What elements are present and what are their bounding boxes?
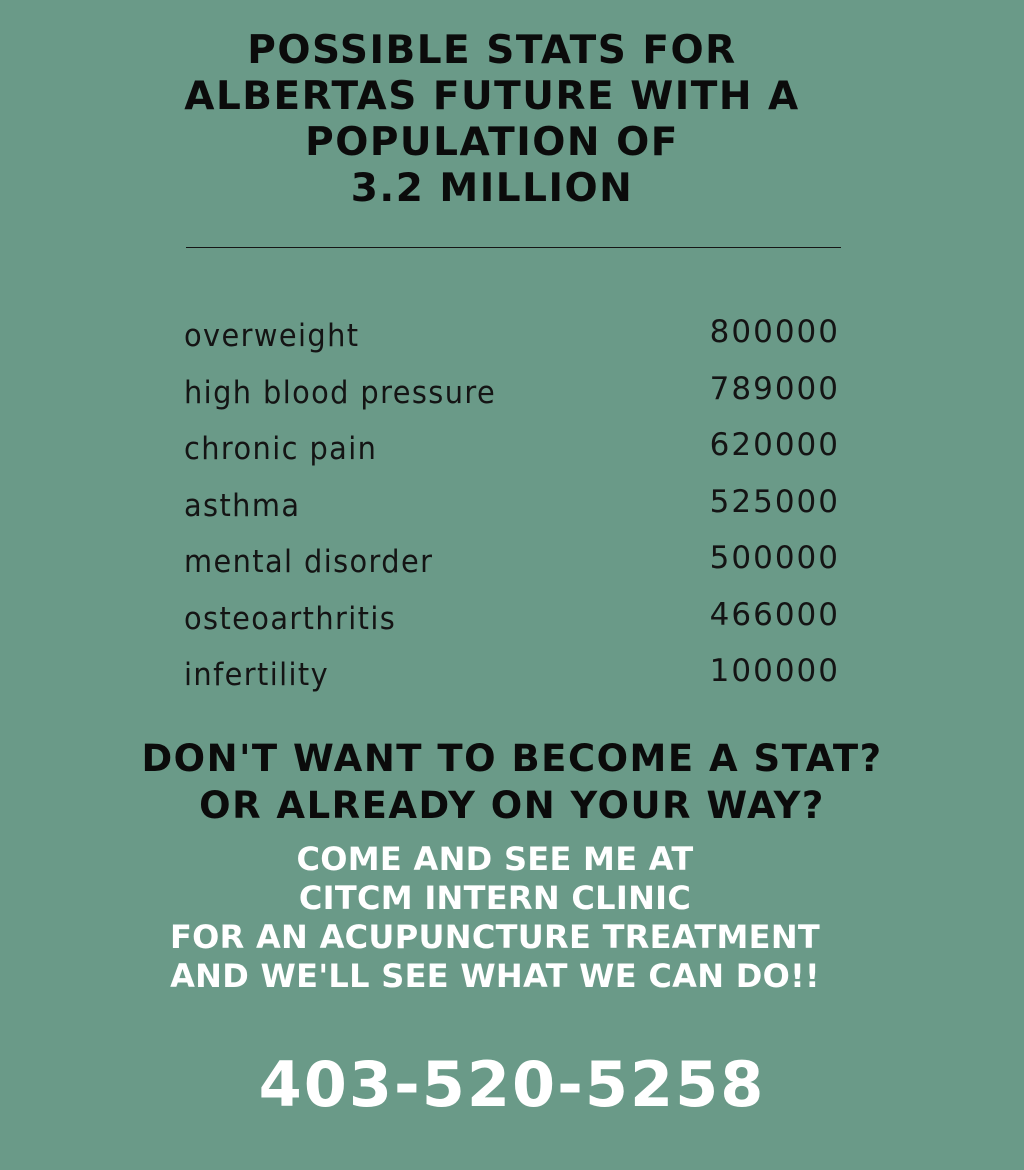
title-line: POPULATION OF — [305, 120, 679, 165]
stat-label: overweight — [184, 318, 360, 354]
title-line: POSSIBLE STATS FOR — [247, 28, 737, 73]
clinic-invitation — [0, 840, 990, 996]
stat-value: 620000 — [709, 427, 840, 463]
cta-line: OR ALREADY ON YOUR WAY? — [199, 784, 825, 827]
stat-value: 800000 — [709, 314, 840, 350]
stat-label: infertility — [184, 657, 330, 693]
title-line: 3.2 MILLION — [350, 166, 634, 211]
invite-line: CITCM INTERN CLINIC — [298, 879, 692, 917]
stat-label: mental disorder — [184, 544, 434, 580]
list-item — [184, 597, 840, 654]
stat-label: asthma — [184, 487, 301, 524]
page-title — [0, 28, 984, 212]
invite-line: COME AND SEE ME AT — [296, 840, 694, 878]
list-item — [184, 427, 840, 484]
stat-value: 789000 — [709, 370, 840, 407]
phone-number: 403-520-5258 — [258, 1048, 766, 1121]
call-to-action — [0, 735, 1024, 829]
title-line: ALBERTAS FUTURE WITH A — [184, 74, 800, 119]
cta-line: DON'T WANT TO BECOME A STAT? — [141, 737, 883, 780]
stat-label: high blood pressure — [184, 374, 497, 411]
stat-value: 100000 — [709, 653, 840, 689]
divider — [186, 247, 841, 248]
stat-label: chronic pain — [184, 431, 378, 467]
list-item — [184, 540, 840, 597]
invite-line: FOR AN ACUPUNCTURE TREATMENT — [169, 918, 821, 956]
stat-value: 466000 — [709, 596, 840, 633]
invite-line: AND WE'LL SEE WHAT WE CAN DO!! — [170, 957, 820, 995]
list-item — [184, 314, 840, 371]
list-item — [184, 653, 840, 710]
stat-label: osteoarthritis — [184, 600, 397, 637]
list-item — [184, 371, 840, 428]
stat-value: 525000 — [709, 483, 840, 520]
stat-value: 500000 — [709, 540, 840, 576]
stats-list — [184, 314, 840, 710]
list-item — [184, 484, 840, 541]
